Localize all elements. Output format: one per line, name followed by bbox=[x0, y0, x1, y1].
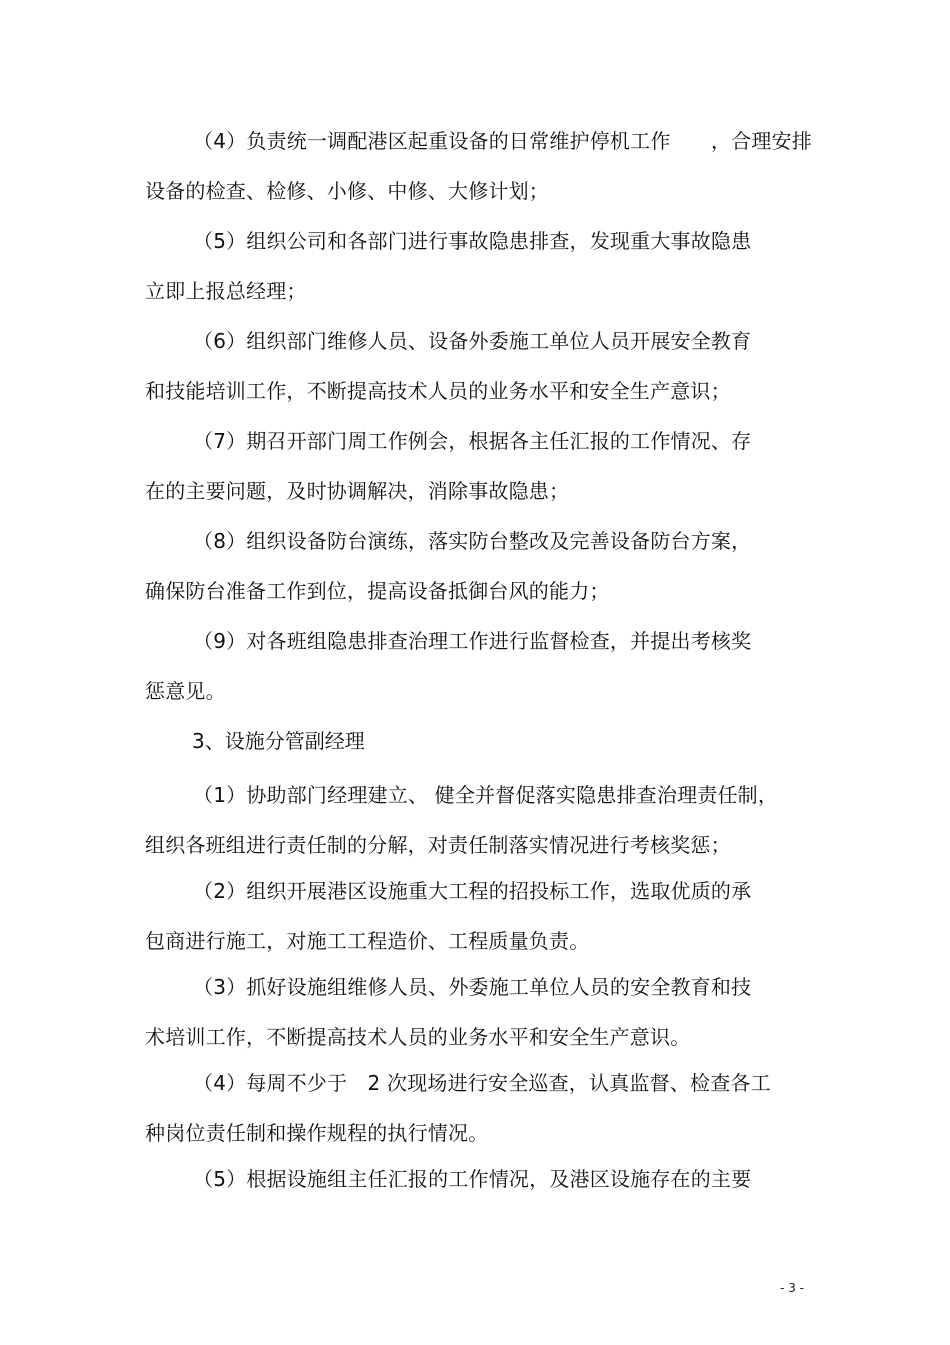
paragraph-line: （5）组织公司和各部门进行事故隐患排查，发现重大事故隐患 bbox=[193, 229, 752, 253]
paragraph-line: （2）组织开展港区设施重大工程的招投标工作，选取优质的承 bbox=[193, 879, 752, 903]
list-item bbox=[145, 316, 810, 416]
paragraph-line: （5）根据设施组主任汇报的工作情况，及港区设施存在的主要 bbox=[193, 1167, 752, 1191]
paragraph-line: （1）协助部门经理建立、 健全并督促落实隐患排查治理责任制， bbox=[193, 783, 779, 807]
list-item bbox=[145, 770, 810, 870]
list-item bbox=[145, 1154, 810, 1204]
paragraph-line: （9）对各班组隐患排查治理工作进行监督检查，并提出考核奖 bbox=[193, 629, 752, 653]
list-item bbox=[145, 516, 810, 616]
list-item bbox=[145, 216, 810, 316]
list-item bbox=[145, 416, 810, 516]
list-item bbox=[145, 866, 810, 966]
paragraph-line: （7）期召开部门周工作例会，根据各主任汇报的工作情况、存 bbox=[193, 429, 752, 453]
paragraph-line: 组织各班组进行责任制的分解，对责任制落实情况进行考核奖惩； bbox=[145, 833, 731, 857]
paragraph-line: 和技能培训工作，不断提高技术人员的业务水平和安全生产意识； bbox=[145, 379, 731, 403]
paragraph-line: （4）每周不少于 2 次现场进行安全巡查，认真监督、检查各工 bbox=[193, 1071, 771, 1095]
list-item bbox=[145, 1058, 810, 1158]
paragraph-line: 设备的检查、检修、小修、中修、大修计划； bbox=[145, 179, 549, 203]
list-item bbox=[145, 116, 810, 216]
paragraph-line: 惩意见。 bbox=[145, 679, 226, 703]
paragraph-line: 术培训工作，不断提高技术人员的业务水平和安全生产意识。 bbox=[145, 1025, 691, 1049]
section-heading: 3、设施分管副经理 bbox=[192, 729, 365, 753]
paragraph-line: 立即上报总经理； bbox=[145, 279, 307, 303]
paragraph-line: （8）组织设备防台演练，落实防台整改及完善设备防台方案， bbox=[193, 529, 752, 553]
page-number: - 3 - bbox=[780, 1281, 804, 1295]
paragraph-line: 包商进行施工，对施工工程造价、工程质量负责。 bbox=[145, 929, 590, 953]
paragraph-line: （3）抓好设施组维修人员、外委施工单位人员的安全教育和技 bbox=[193, 975, 752, 999]
paragraph-line: 在的主要问题，及时协调解决，消除事故隐患； bbox=[145, 479, 570, 503]
paragraph-line: 种岗位责任制和操作规程的执行情况。 bbox=[145, 1121, 489, 1145]
paragraph-line: （4）负责统一调配港区起重设备的日常维护停机工作 ，合理安排 bbox=[193, 129, 812, 153]
list-item bbox=[145, 962, 810, 1062]
paragraph-line: （6）组织部门维修人员、设备外委施工单位人员开展安全教育 bbox=[193, 329, 752, 353]
paragraph-line: 确保防台准备工作到位，提高设备抵御台风的能力； bbox=[145, 579, 610, 603]
list-item bbox=[145, 616, 810, 716]
